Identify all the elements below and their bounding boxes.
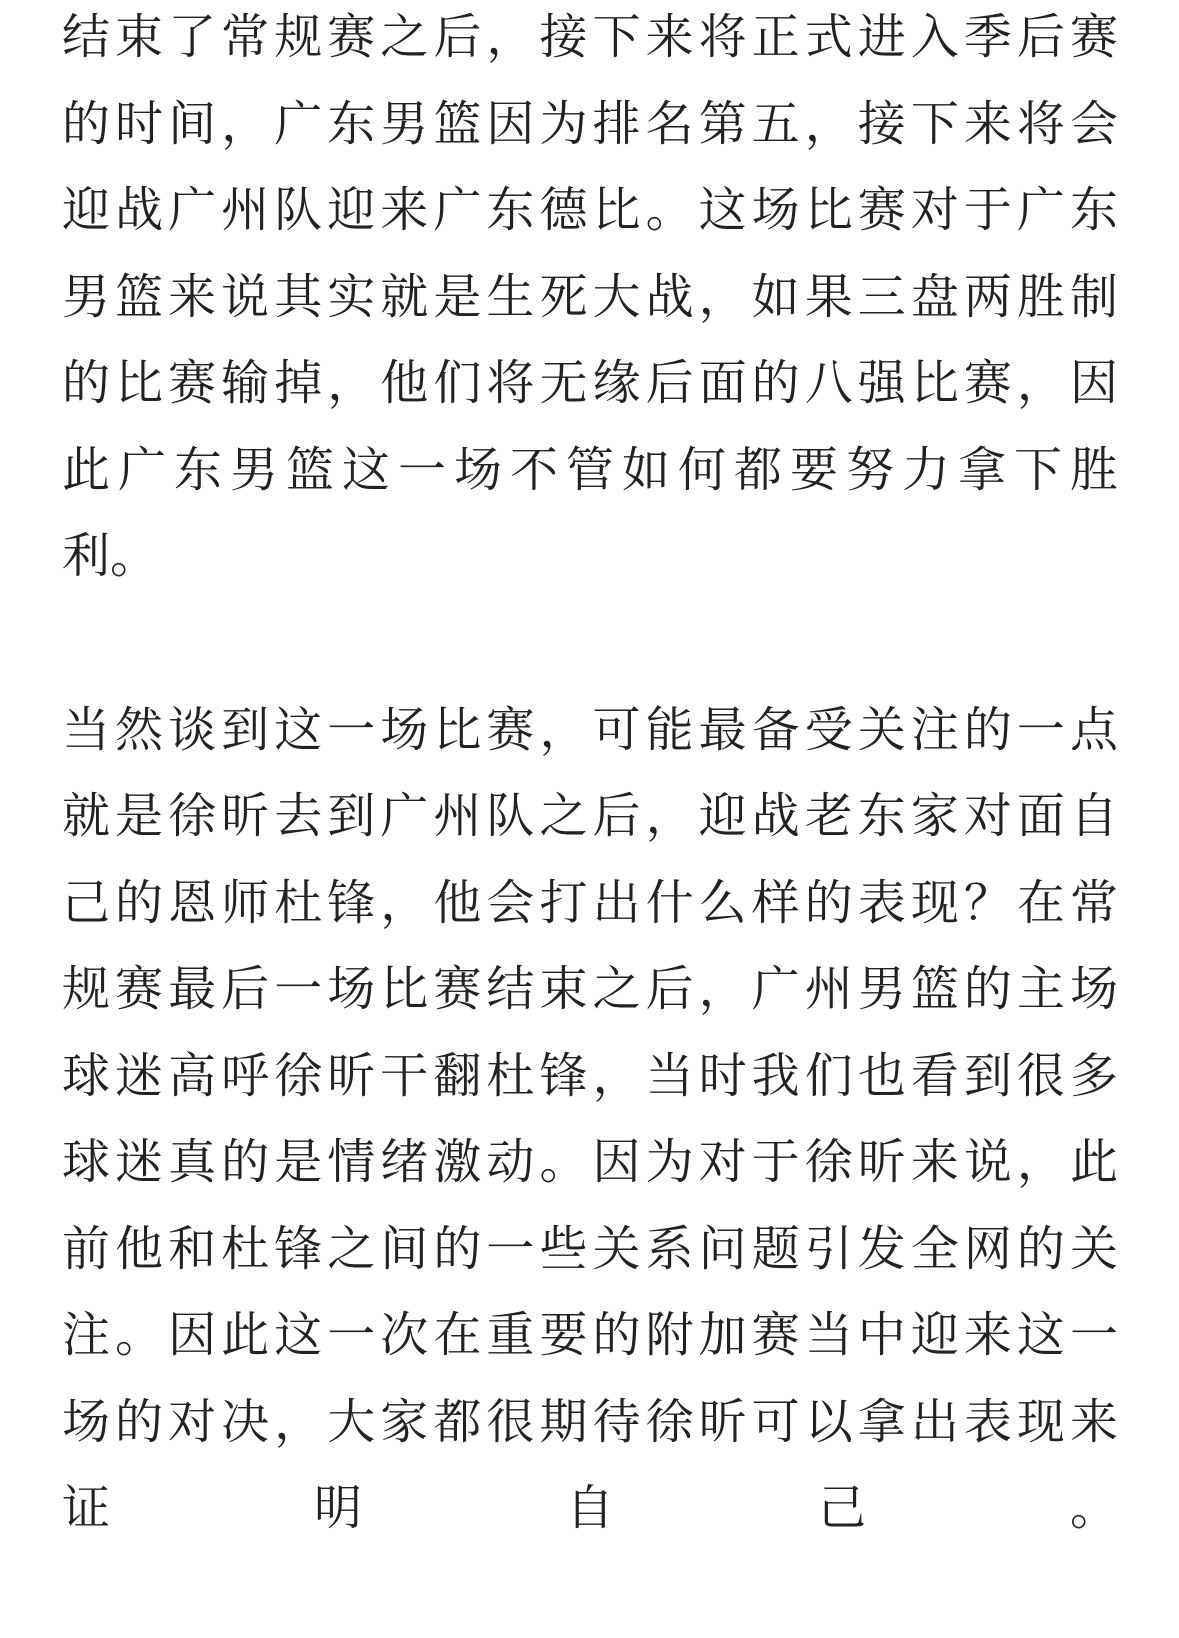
paragraph-2-line-11: [62, 1552, 1118, 1638]
article-body: [62, 0, 1118, 1638]
paragraph-1: [62, 0, 1118, 600]
paragraph-1-line-7: 利。: [62, 513, 1118, 600]
paragraph-2-line-7: 前他和杜锋之间的一些关系问题引发全网的关: [62, 1206, 1118, 1293]
paragraph-1-line-2: 的时间，广东男篮因为排名第五，接下来将会: [62, 81, 1118, 168]
paragraph-1-line-4: 男篮来说其实就是生死大战，如果三盘两胜制: [62, 254, 1118, 341]
paragraph-2-line-3: 己的恩师杜锋，他会打出什么样的表现？在常: [62, 860, 1118, 947]
paragraph-1-line-5: 的比赛输掉，他们将无缘后面的八强比赛，因: [62, 340, 1118, 427]
paragraph-2-line-6: 球迷真的是情绪激动。因为对于徐昕来说，此: [62, 1119, 1118, 1206]
paragraph-2-line-2: 就是徐昕去到广州队之后，迎战老东家对面自: [62, 773, 1118, 860]
paragraph-2-line-5: 球迷高呼徐昕干翻杜锋，当时我们也看到很多: [62, 1033, 1118, 1120]
paragraph-1-line-6: 此广东男篮这一场不管如何都要努力拿下胜: [62, 427, 1118, 514]
paragraph-1-line-3: 迎战广州队迎来广东德比。这场比赛对于广东: [62, 167, 1118, 254]
paragraph-2-line-1: 当然谈到这一场比赛，可能最备受关注的一点: [62, 687, 1118, 774]
paragraph-2: [62, 687, 1118, 1638]
paragraph-spacer: [62, 600, 1118, 687]
paragraph-1-line-1: 结束了常规赛之后，接下来将正式进入季后赛: [62, 0, 1118, 81]
paragraph-2-line-9: 场的对决，大家都很期待徐昕可以拿出表现来: [62, 1379, 1118, 1466]
paragraph-2-line-10: 证明自己。: [62, 1465, 1118, 1552]
paragraph-2-line-8: 注。因此这一次在重要的附加赛当中迎来这一: [62, 1292, 1118, 1379]
paragraph-2-line-4: 规赛最后一场比赛结束之后，广州男篮的主场: [62, 946, 1118, 1033]
